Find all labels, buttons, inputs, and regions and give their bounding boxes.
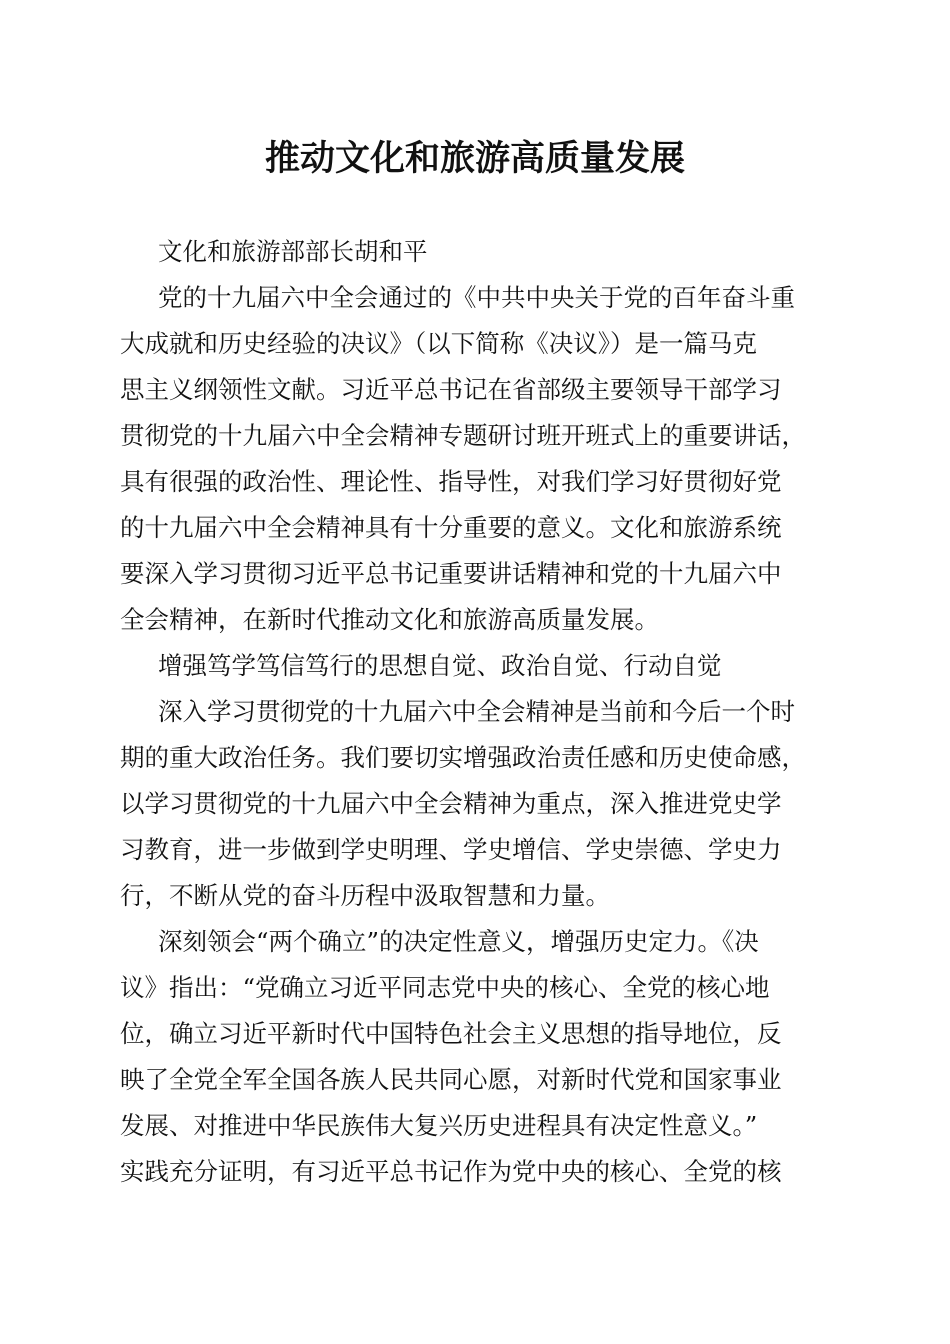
paragraph-line: 全会精神，在新时代推动文化和旅游高质量发展。 xyxy=(120,605,659,634)
paragraph-line: 具有很强的政治性、理论性、指导性，对我们学习好贯彻好党 xyxy=(120,467,782,496)
section-heading: 增强笃学笃信笃行的思想自觉、政治自觉、行动自觉 xyxy=(158,651,722,680)
paragraph-line: 大成就和历史经验的决议》（以下简称《决议》）是一篇马克 xyxy=(120,329,757,358)
paragraph-line: 思主义纲领性文献。习近平总书记在省部级主要领导干部学习 xyxy=(120,375,782,404)
paragraph-line: 要深入学习贯彻习近平总书记重要讲话精神和党的十九届六中 xyxy=(120,559,782,588)
paragraph-line: 以学习贯彻党的十九届六中全会精神为重点，深入推进党史学 xyxy=(120,789,782,818)
author-line: 文化和旅游部部长胡和平 xyxy=(158,237,428,266)
document-title: 推动文化和旅游高质量发展 xyxy=(264,138,685,179)
paragraph-line: 发展、对推进中华民族伟大复兴历史进程具有决定性意义。” xyxy=(120,1111,758,1140)
paragraph-line: 深入学习贯彻党的十九届六中全会精神是当前和今后一个时 xyxy=(158,697,795,726)
paragraph-line: 映了全党全军全国各族人民共同心愿，对新时代党和国家事业 xyxy=(120,1065,782,1094)
paragraph-line: 党的十九届六中全会通过的《中共中央关于党的百年奋斗重 xyxy=(158,283,795,312)
paragraph-line: 贯彻党的十九届六中全会精神专题研讨班开班式上的重要讲话， xyxy=(120,421,806,450)
paragraph-line: 期的重大政治任务。我们要切实增强政治责任感和历史使命感， xyxy=(120,743,806,772)
paragraph-line: 议》指出：“党确立习近平同志党中央的核心、全党的核心地 xyxy=(120,973,770,1002)
paragraph-line: 行，不断从党的奋斗历程中汲取智慧和力量。 xyxy=(120,881,610,910)
paragraph-line: 习教育，进一步做到学史明理、学史增信、学史崇德、学史力 xyxy=(120,835,782,864)
paragraph-line: 深刻领会“两个确立”的决定性意义，增强历史定力。《决 xyxy=(158,927,759,956)
paragraph-line: 位，确立习近平新时代中国特色社会主义思想的指导地位，反 xyxy=(120,1019,782,1048)
paragraph-line: 实践充分证明，有习近平总书记作为党中央的核心、全党的核 xyxy=(120,1157,782,1186)
document-body xyxy=(120,229,832,1195)
paragraph-line: 的十九届六中全会精神具有十分重要的意义。文化和旅游系统 xyxy=(120,513,782,542)
